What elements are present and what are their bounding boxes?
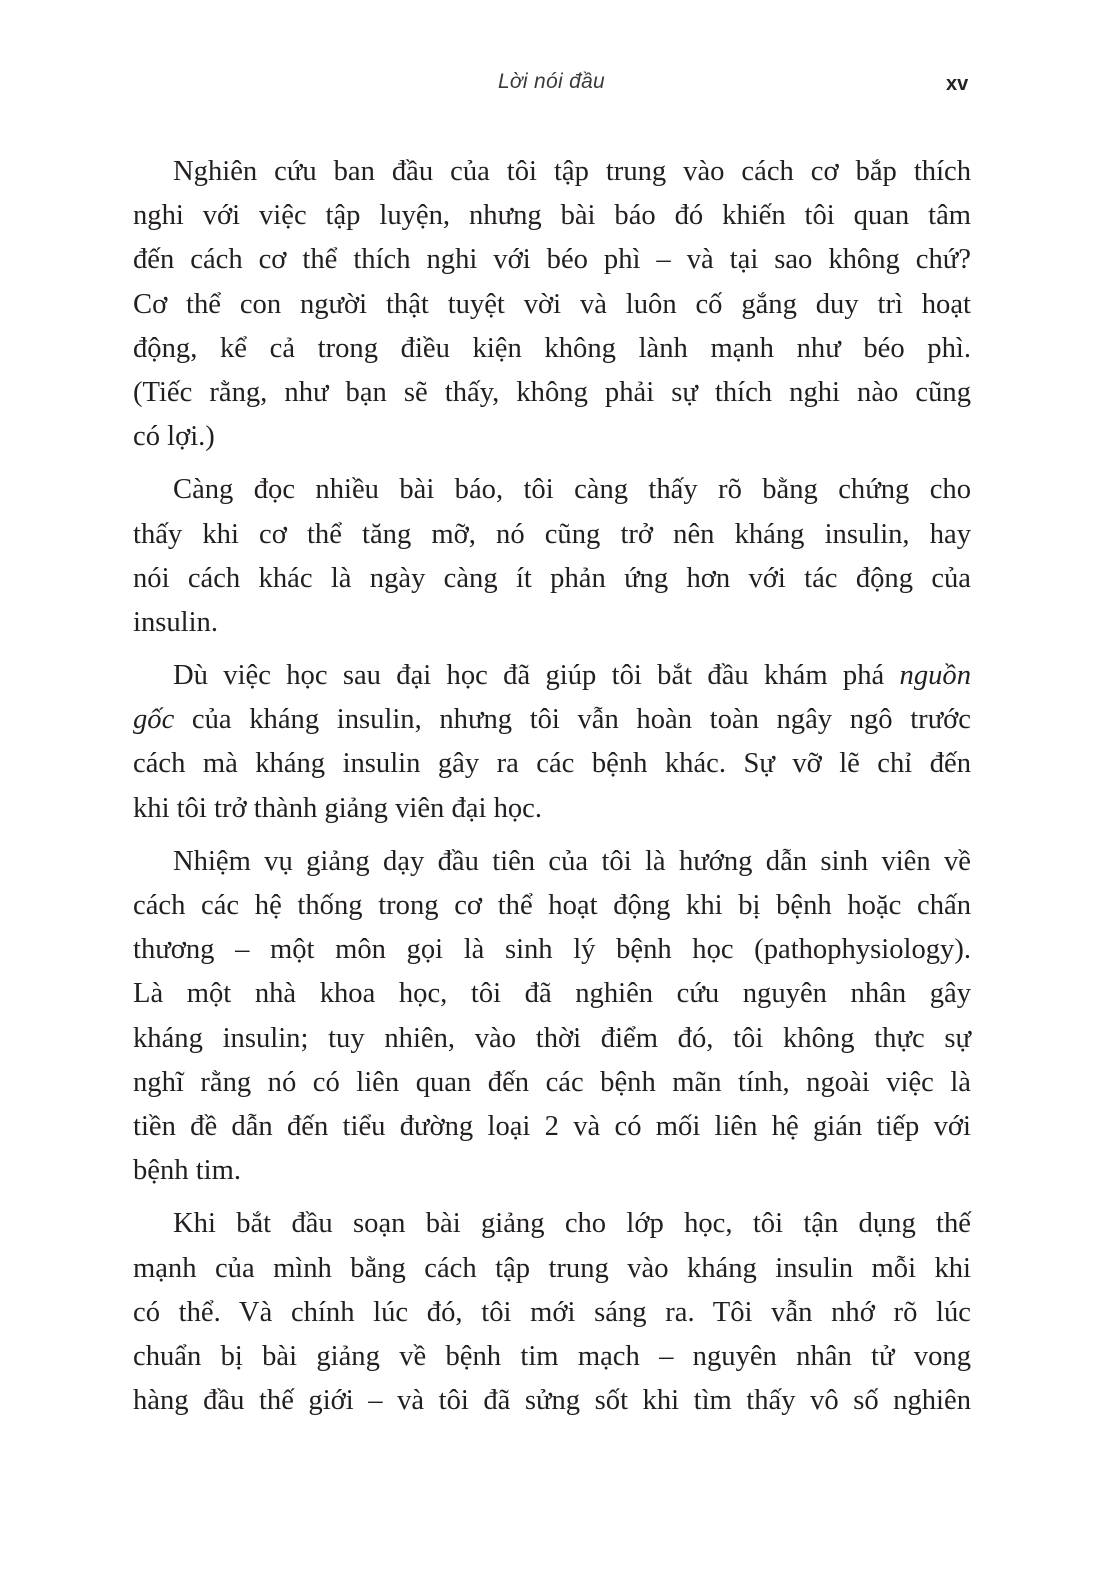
italic-text: nguồn [899,660,971,692]
page-number: xv [946,73,969,95]
text-line: mạnh của mình bằng cách tập trung vào kháng insulin mỗi khi [133,1252,971,1284]
paragraph [133,150,971,459]
text-line: có thể. Và chính lúc đó, tôi mới sáng ra. Tôi vẫn nhớ rõ lúc [133,1296,971,1328]
text-line: thấy khi cơ thể tăng mỡ, nó cũng trở nên kháng insulin, hay [133,518,971,550]
text-line: Nhiệm vụ giảng dạy đầu tiên của tôi là hướng dẫn sinh viên về [173,845,971,877]
text-line: đến cách cơ thể thích nghi với béo phì – và tại sao không chứ? [133,244,971,276]
text-segment: của kháng insulin, nhưng tôi vẫn hoàn toàn ngây ngô trước [174,704,971,736]
text-line: Nghiên cứu ban đầu của tôi tập trung vào cách cơ bắp thích [173,156,971,187]
text-line: nghĩ rằng nó có liên quan đến các bệnh mãn tính, ngoài việc là [133,1066,971,1098]
text-line: chuẩn bị bài giảng về bệnh tim mạch – nguyên nhân tử vong [133,1340,971,1372]
text-line: Là một nhà khoa học, tôi đã nghiên cứu nguyên nhân gây [133,978,971,1010]
text-line: thương – một môn gọi là sinh lý bệnh học (pathophysiology). [133,934,971,966]
text-line: (Tiếc rằng, như bạn sẽ thấy, không phải sự thích nghi nào cũng [133,376,971,408]
italic-text: gốc [133,704,175,736]
text-line: có lợi.) [133,421,215,453]
paragraph [133,1202,971,1423]
text-line [133,698,971,742]
text-line: cách mà kháng insulin gây ra các bệnh khác. Sự vỡ lẽ chỉ đến [133,748,971,780]
body-text [133,150,971,1432]
text-line: kháng insulin; tuy nhiên, vào thời điểm đó, tôi không thực sự [133,1022,971,1054]
text-segment: Dù việc học sau đại học đã giúp tôi bắt đầu khám phá [173,660,900,692]
text-line: tiền đề dẫn đến tiểu đường loại 2 và có mối liên hệ gián tiếp với [133,1110,971,1142]
text-line: nghi với việc tập luyện, nhưng bài báo đó khiến tôi quan tâm [133,200,971,232]
text-line: động, kể cả trong điều kiện không lành mạnh như béo phì. [133,332,971,364]
text-line: khi tôi trở thành giảng viên đại học. [133,792,542,824]
running-title: Lời nói đầu [497,70,606,93]
text-line [133,654,971,698]
text-line: Càng đọc nhiều bài báo, tôi càng thấy rõ bằng chứng cho [173,474,971,506]
paragraph [133,468,971,645]
paragraph [133,654,971,831]
paragraph [133,840,971,1194]
text-line: hàng đầu thế giới – và tôi đã sửng sốt khi tìm thấy vô số nghiên [133,1385,971,1417]
text-line: bệnh tim. [133,1155,242,1187]
text-line: insulin. [133,606,218,638]
text-line: Khi bắt đầu soạn bài giảng cho lớp học, tôi tận dụng thế [173,1208,971,1240]
text-line: Cơ thể con người thật tuyệt vời và luôn cố gắng duy trì hoạt [133,288,971,320]
text-line: nói cách khác là ngày càng ít phản ứng hơn với tác động của [133,562,971,594]
text-line: cách các hệ thống trong cơ thể hoạt động khi bị bệnh hoặc chấn [133,890,971,921]
